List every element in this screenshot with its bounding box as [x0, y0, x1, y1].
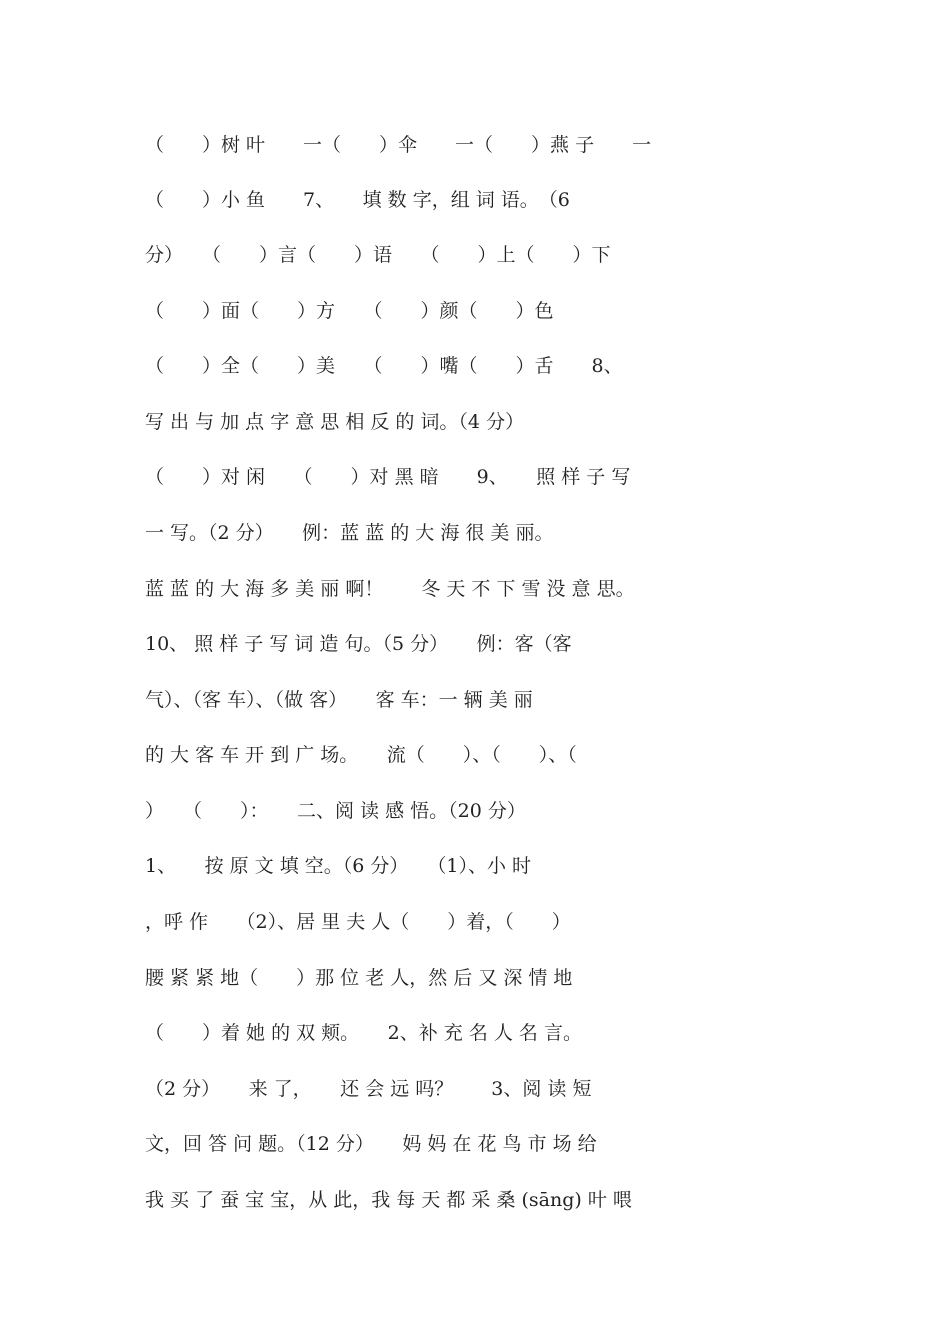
- text-line: 的 大 客 车 开 到 广 场。 流（ ）、（ ）、（: [145, 744, 577, 766]
- text-line: 10、 照 样 子 写 词 造 句。（5 分） 例：客（客: [145, 633, 572, 655]
- text-line: （ ）对 闲 （ ）对 黑 暗 9、 照 样 子 写: [145, 466, 631, 488]
- text-line: （ ）面（ ）方 （ ）颜（ ）色: [145, 300, 554, 322]
- text-line: 蓝 蓝 的 大 海 多 美 丽 啊！ 冬 天 不 下 雪 没 意 思。: [145, 578, 635, 600]
- text-line: （2 分） 来 了， 还 会 远 吗？ 3、阅 读 短: [145, 1078, 592, 1100]
- text-line: （ ）全（ ）美 （ ）嘴（ ）舌 8、: [145, 355, 623, 377]
- text-line: 我 买 了 蚕 宝 宝，从 此，我 每 天 都 采 桑 (sāng) 叶 喂: [145, 1189, 632, 1211]
- text-line: 腰 紧 紧 地（ ）那 位 老 人，然 后 又 深 情 地: [145, 967, 573, 989]
- text-line: 1、 按 原 文 填 空。（6 分） （1）、小 时: [145, 855, 532, 877]
- text-line: ） （ ）： 二、阅 读 感 悟。（20 分）: [145, 800, 526, 822]
- text-line: 气）、（客 车）、（做 客） 客 车：一 辆 美 丽: [145, 689, 533, 711]
- text-line: ，呼 作 （2）、居 里 夫 人（ ）着，（ ）: [145, 911, 571, 933]
- text-line: 一 写。（2 分） 例：蓝 蓝 的 大 海 很 美 丽。: [145, 522, 554, 544]
- text-line: 文，回 答 问 题。（12 分） 妈 妈 在 花 鸟 市 场 给: [145, 1133, 597, 1155]
- text-line: 分） （ ）言（ ）语 （ ）上（ ）下: [145, 244, 611, 266]
- text-line: （ ）树 叶 一（ ）伞 一（ ）燕 子 一: [145, 134, 652, 156]
- text-line: （ ）小 鱼 7、 填 数 字，组 词 语。 （6: [145, 189, 570, 211]
- text-line: （ ）着 她 的 双 颊。 2、补 充 名 人 名 言。: [145, 1022, 582, 1044]
- text-line: 写 出 与 加 点 字 意 思 相 反 的 词。（4 分）: [145, 411, 525, 433]
